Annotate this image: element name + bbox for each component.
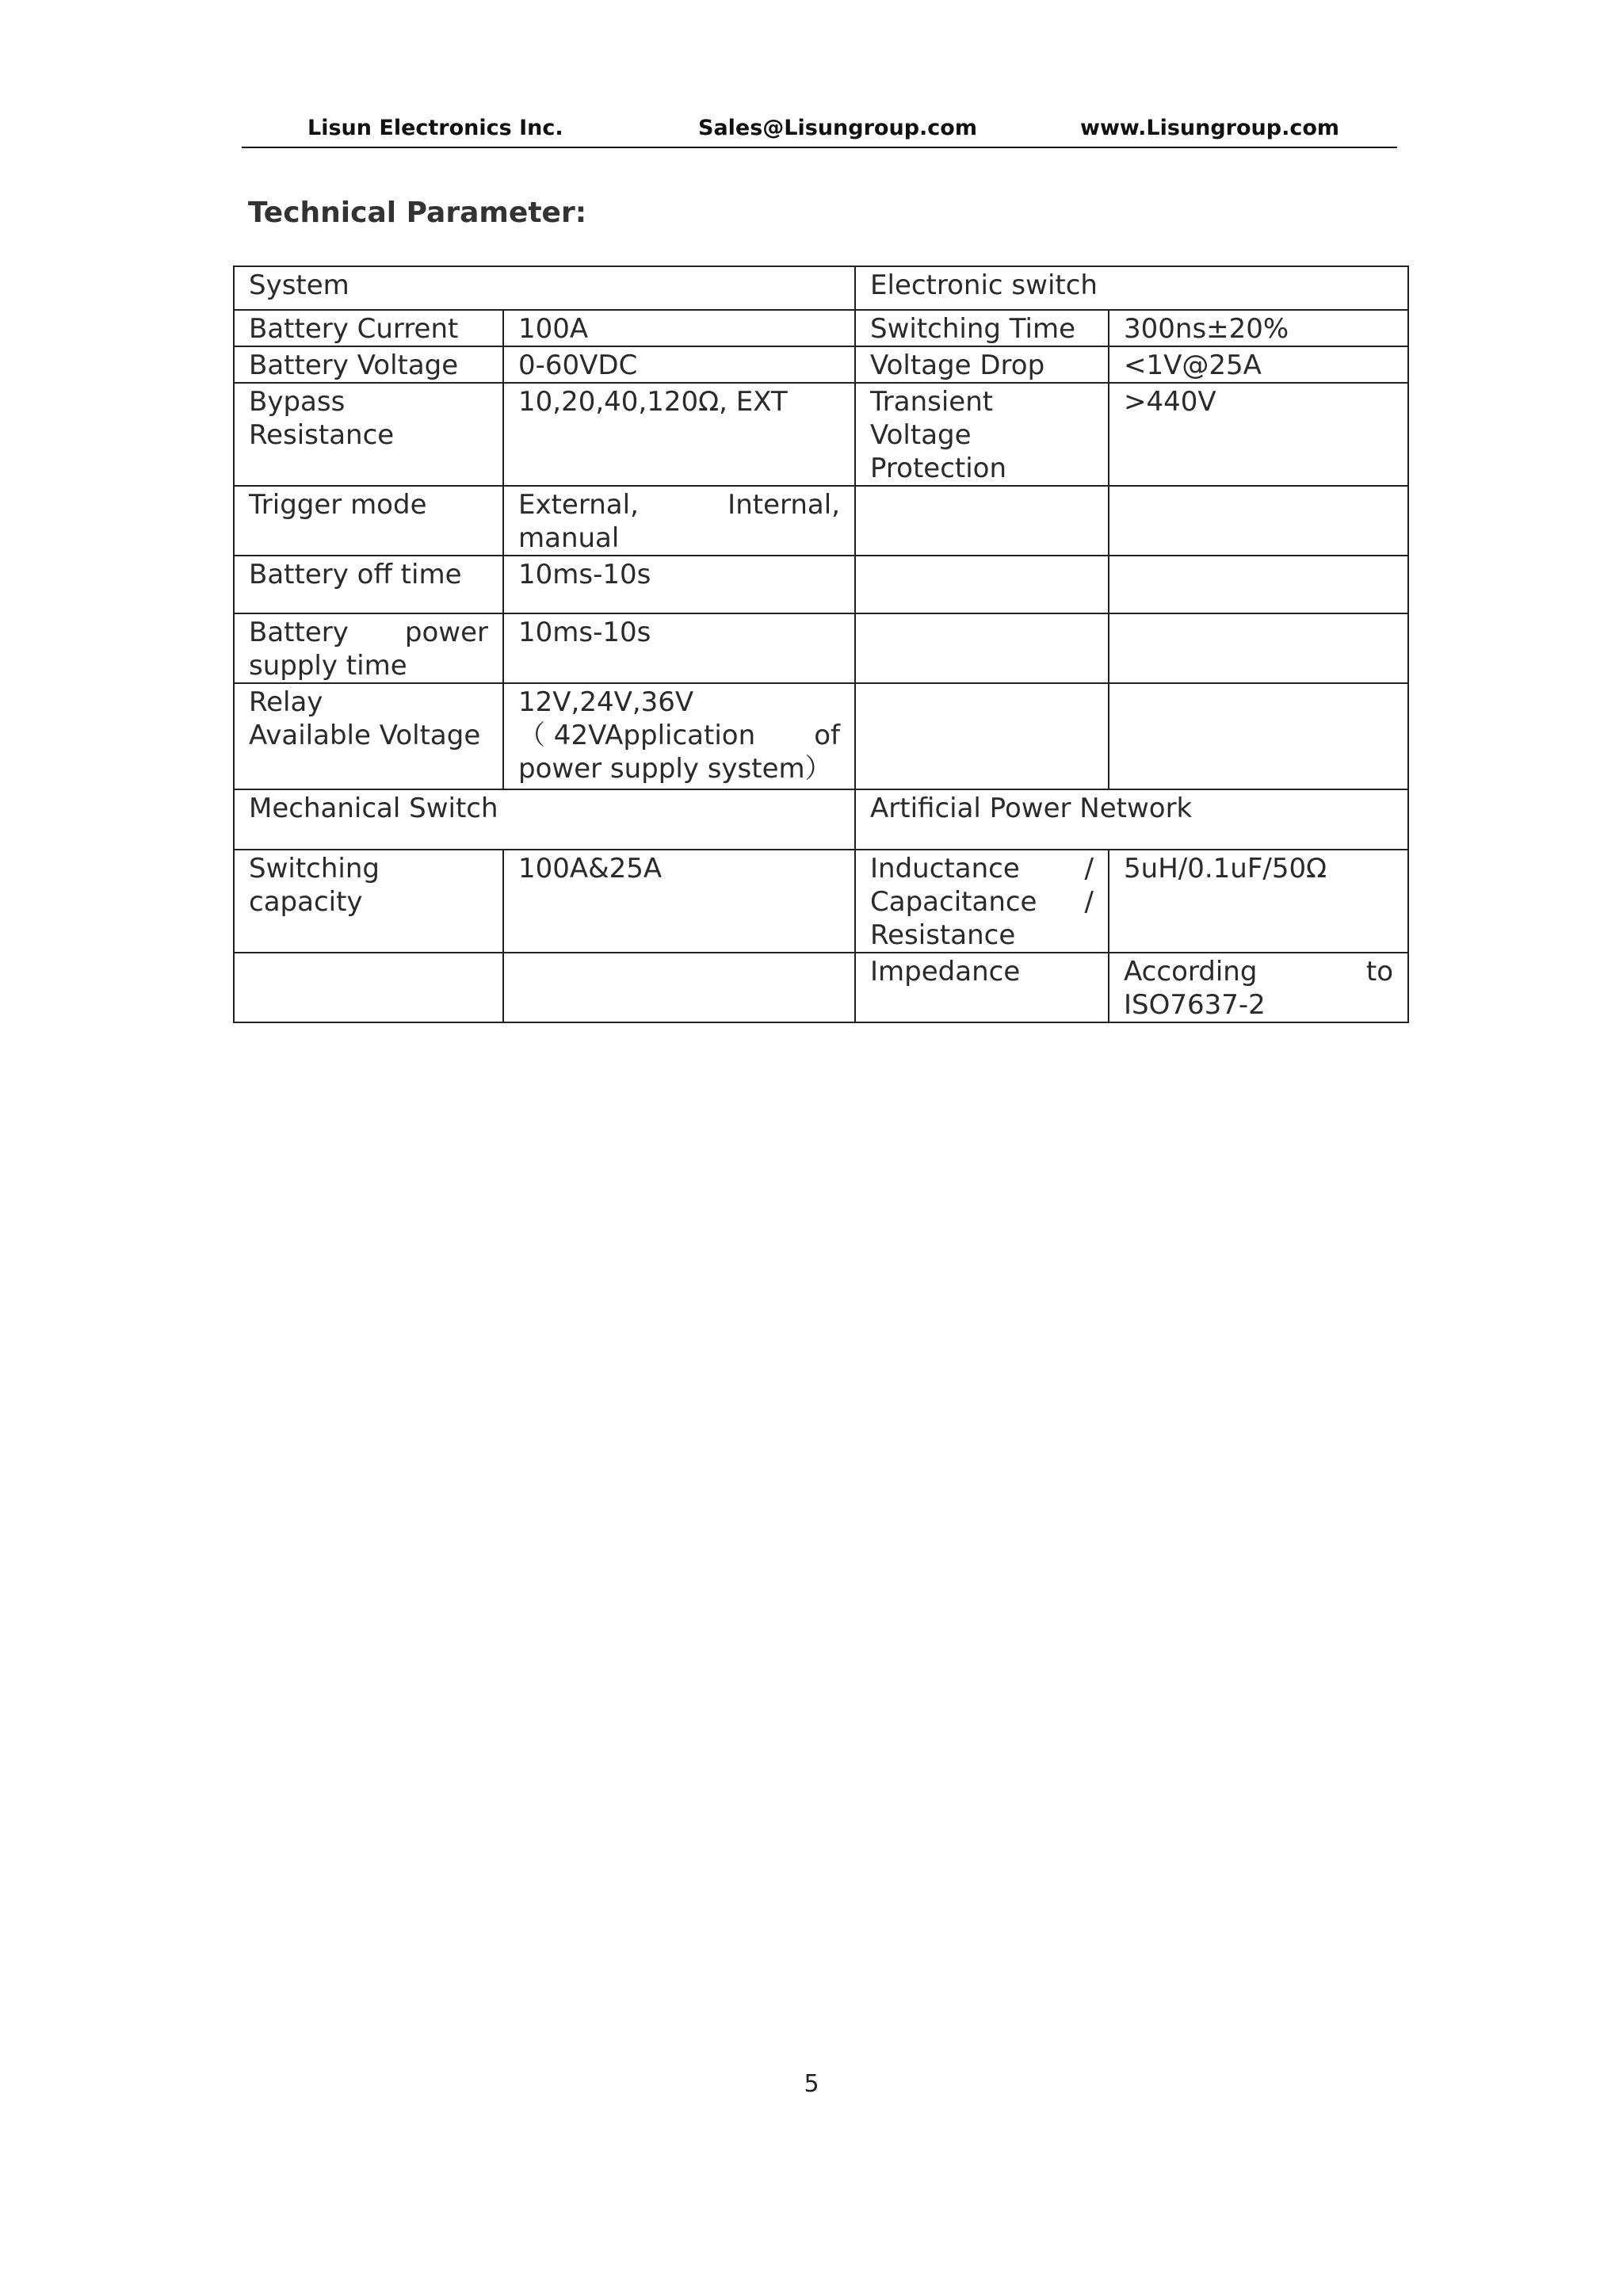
empty-cell xyxy=(1109,556,1408,613)
impedance-value xyxy=(1109,953,1408,1022)
table-row xyxy=(234,613,1408,683)
switching-capacity-label xyxy=(234,850,503,953)
empty-cell xyxy=(855,486,1109,556)
switching-time-label: Switching Time xyxy=(855,310,1109,346)
table-row xyxy=(234,789,1408,850)
capacitance-label: Capacitance xyxy=(870,886,1037,918)
page-number: 5 xyxy=(804,2070,819,2098)
battery-current-label: Battery Current xyxy=(234,310,503,346)
voltage-drop-value: <1V@25A xyxy=(1109,346,1408,383)
battery-power-line1 xyxy=(249,616,488,649)
switching-capacity-line1: Switching xyxy=(249,853,380,884)
table-row xyxy=(234,683,1408,789)
header-company: Lisun Electronics Inc. xyxy=(307,116,563,140)
battery-power-supply-value: 10ms-10s xyxy=(503,613,855,683)
empty-cell xyxy=(1109,613,1408,683)
transient-label-line1: Transient xyxy=(870,386,994,418)
relay-value-of: of xyxy=(814,720,841,751)
impedance-label: Impedance xyxy=(855,953,1109,1022)
impedance-according: According xyxy=(1124,956,1258,988)
resistance-label: Resistance xyxy=(870,919,1016,951)
relay-value-line2 xyxy=(518,719,840,752)
empty-cell xyxy=(855,556,1109,613)
table-row xyxy=(234,850,1408,953)
lcr-line1 xyxy=(870,852,1094,885)
lcr-slash-2: / xyxy=(1084,886,1094,918)
bypass-resistance-value: 10,20,40,120Ω, EXT xyxy=(503,383,855,486)
lcr-value: 5uH/0.1uF/50Ω xyxy=(1109,850,1408,953)
empty-cell xyxy=(1109,683,1408,789)
voltage-drop-label: Voltage Drop xyxy=(855,346,1109,383)
empty-cell xyxy=(855,683,1109,789)
section-title: Technical Parameter: xyxy=(248,197,587,229)
transient-protection-value: >440V xyxy=(1109,383,1408,486)
battery-power-word2: power xyxy=(404,617,488,648)
impedance-to: to xyxy=(1365,956,1394,988)
battery-power-line2: supply time xyxy=(249,650,407,682)
relay-value-line1: 12V,24V,36V xyxy=(518,686,694,718)
header-email: Sales@Lisungroup.com xyxy=(698,116,977,140)
empty-cell xyxy=(855,613,1109,683)
table-row xyxy=(234,310,1408,346)
relay-label-line2: Available Voltage xyxy=(249,720,481,751)
header-website: www.Lisungroup.com xyxy=(1080,116,1340,140)
switching-time-value: 300ns±20% xyxy=(1109,310,1408,346)
battery-current-value: 100A xyxy=(503,310,855,346)
transient-label-line2: Voltage xyxy=(870,419,972,451)
battery-power-supply-label xyxy=(234,613,503,683)
impedance-value-line1 xyxy=(1124,955,1393,988)
trigger-mode-label: Trigger mode xyxy=(234,486,503,556)
relay-label-line1: Relay xyxy=(249,686,323,718)
lcr-label xyxy=(855,850,1109,953)
relay-voltage-label xyxy=(234,683,503,789)
electronic-switch-header: Electronic switch xyxy=(855,266,1408,310)
table-row xyxy=(234,486,1408,556)
switching-capacity-value: 100A&25A xyxy=(503,850,855,953)
empty-cell xyxy=(1109,486,1408,556)
table-row xyxy=(234,383,1408,486)
empty-cell xyxy=(503,953,855,1022)
relay-value-application: （ 42VApplication xyxy=(518,720,756,751)
trigger-mode-value xyxy=(503,486,855,556)
trigger-mode-line1 xyxy=(518,488,840,521)
page-header xyxy=(242,111,1397,148)
bypass-label-line1: Bypass xyxy=(249,386,346,418)
battery-off-time-value: 10ms-10s xyxy=(503,556,855,613)
relay-voltage-value xyxy=(503,683,855,789)
table-row xyxy=(234,346,1408,383)
table-row xyxy=(234,266,1408,310)
battery-power-word1: Battery xyxy=(249,617,349,648)
impedance-value-line2: ISO7637-2 xyxy=(1124,989,1266,1021)
table-row xyxy=(234,953,1408,1022)
switching-capacity-line2: capacity xyxy=(249,886,363,918)
inductance-label: Inductance xyxy=(870,853,1020,884)
empty-cell xyxy=(234,953,503,1022)
technical-parameter-table xyxy=(233,266,1409,1023)
artificial-power-network-header: Artificial Power Network xyxy=(855,789,1408,850)
trigger-mode-external: External, xyxy=(518,489,639,521)
lcr-line2 xyxy=(870,885,1094,919)
bypass-label-line2: Resistance xyxy=(249,419,395,451)
mechanical-switch-header: Mechanical Switch xyxy=(234,789,855,850)
relay-value-line3: power supply system） xyxy=(518,753,832,785)
battery-voltage-value: 0-60VDC xyxy=(503,346,855,383)
system-header: System xyxy=(234,266,855,310)
transient-protection-label xyxy=(855,383,1109,486)
trigger-mode-internal: Internal, xyxy=(727,489,841,521)
trigger-mode-line2: manual xyxy=(518,522,620,554)
lcr-slash-1: / xyxy=(1084,853,1094,884)
battery-off-time-label: Battery off time xyxy=(234,556,503,613)
table-row xyxy=(234,556,1408,613)
bypass-resistance-label xyxy=(234,383,503,486)
transient-label-line3: Protection xyxy=(870,453,1007,484)
battery-voltage-label: Battery Voltage xyxy=(234,346,503,383)
